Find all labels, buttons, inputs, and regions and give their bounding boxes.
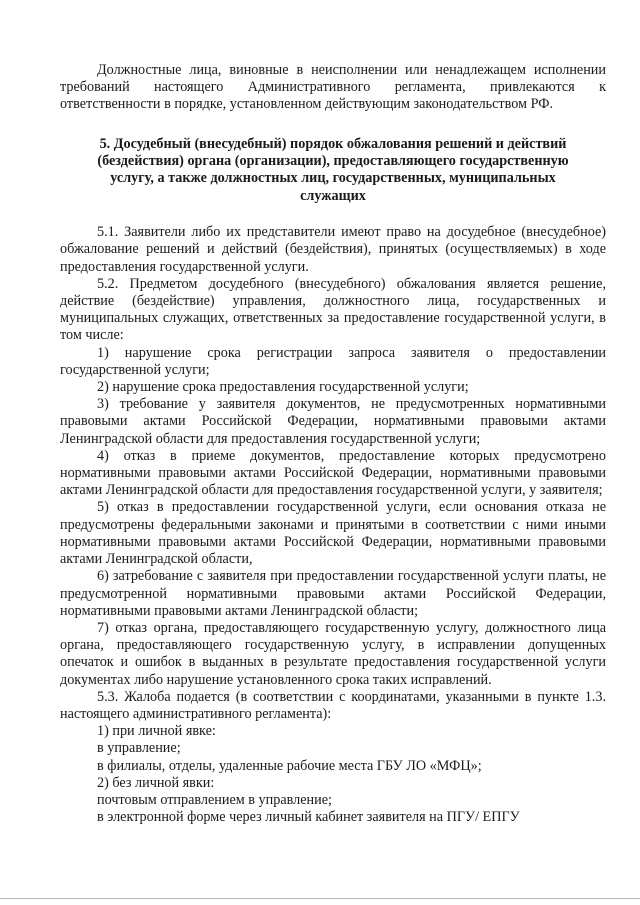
list-item-1: 1) нарушение срока регистрации запроса заявителя о предоставлении государственной услуги;	[60, 344, 606, 378]
submission-line: почтовым отправлением в управление;	[97, 791, 332, 808]
list-item-2: 2) нарушение срока предоставления государственной услуги;	[97, 379, 469, 396]
submission-line: в управление;	[97, 740, 181, 757]
submission-line: 2) без личной явки:	[97, 774, 215, 791]
paragraph-5-1: 5.1. Заявители либо их представители имеют право на досудебное (внесудебное) обжалование решений и действий (бездействия), принятых (осуществляемых) в ходе предоставления государственной услуги.	[60, 224, 606, 275]
list-item-7: 7) отказ органа, предоставляющего государственную услугу, должностного лица органа, предоставляющего государственную услугу, в исправлении допущенных опечаток и ошибок в выданных в результате предоставления государственной услуги документах либо нарушение установленного срока таких исправлений.	[60, 619, 606, 688]
section-5-heading: 5. Досудебный (внесудебный) порядок обжалования решений и действий (бездействия) органа (организации), предоставляющего государственную услугу, а также должностных лиц, государственных, муниципальных служащих	[97, 135, 569, 204]
intro-paragraph: Должностные лица, виновные в неисполнении или ненадлежащем исполнении требований настоящего Административного регламента, привлекаются к ответственности в порядке, установленном действующим законодательством РФ.	[60, 62, 606, 113]
list-item-6: 6) затребование с заявителя при предоставлении государственной услуги платы, не предусмотренной нормативными правовыми актами Российской Федерации, нормативными правовыми актами Ленинградской области;	[60, 568, 606, 619]
list-item-5: 5) отказ в предоставлении государственной услуги, если основания отказа не предусмотрены федеральными законами и принятыми в соответствии с ними иными нормативными правовыми актами Российской Федерации, нормативными правовыми актами Ленинградской области,	[60, 499, 606, 568]
list-item-4: 4) отказ в приеме документов, предоставление которых предусмотрено нормативными правовыми актами Российской Федерации, нормативными правовыми актами Ленинградской области для предоставления государственной услуги, у заявителя;	[60, 447, 606, 499]
list-item-3: 3) требование у заявителя документов, не предусмотренных нормативными правовыми актами Российской Федерации, нормативными правовыми актами Ленинградской области для предоставления государственной услуги;	[60, 396, 606, 447]
submission-line: 1) при личной явке:	[97, 723, 216, 740]
paragraph-5-3: 5.3. Жалоба подается (в соответствии с координатами, указанными в пункте 1.3. настоящего административного регламента):	[60, 688, 606, 722]
document-page	[60, 62, 606, 826]
paragraph-5-2: 5.2. Предметом досудебного (внесудебного) обжалования является решение, действие (бездействие) управления, должностного лица, государственных и муниципальных служащих, ответственных за предоставление государственной услуги, в том числе:	[60, 275, 606, 344]
page-bottom-edge	[0, 898, 640, 899]
submission-line: в электронной форме через личный кабинет заявителя на ПГУ/ ЕПГУ	[97, 809, 520, 826]
submission-line: в филиалы, отделы, удаленные рабочие места ГБУ ЛО «МФЦ»;	[97, 757, 482, 774]
